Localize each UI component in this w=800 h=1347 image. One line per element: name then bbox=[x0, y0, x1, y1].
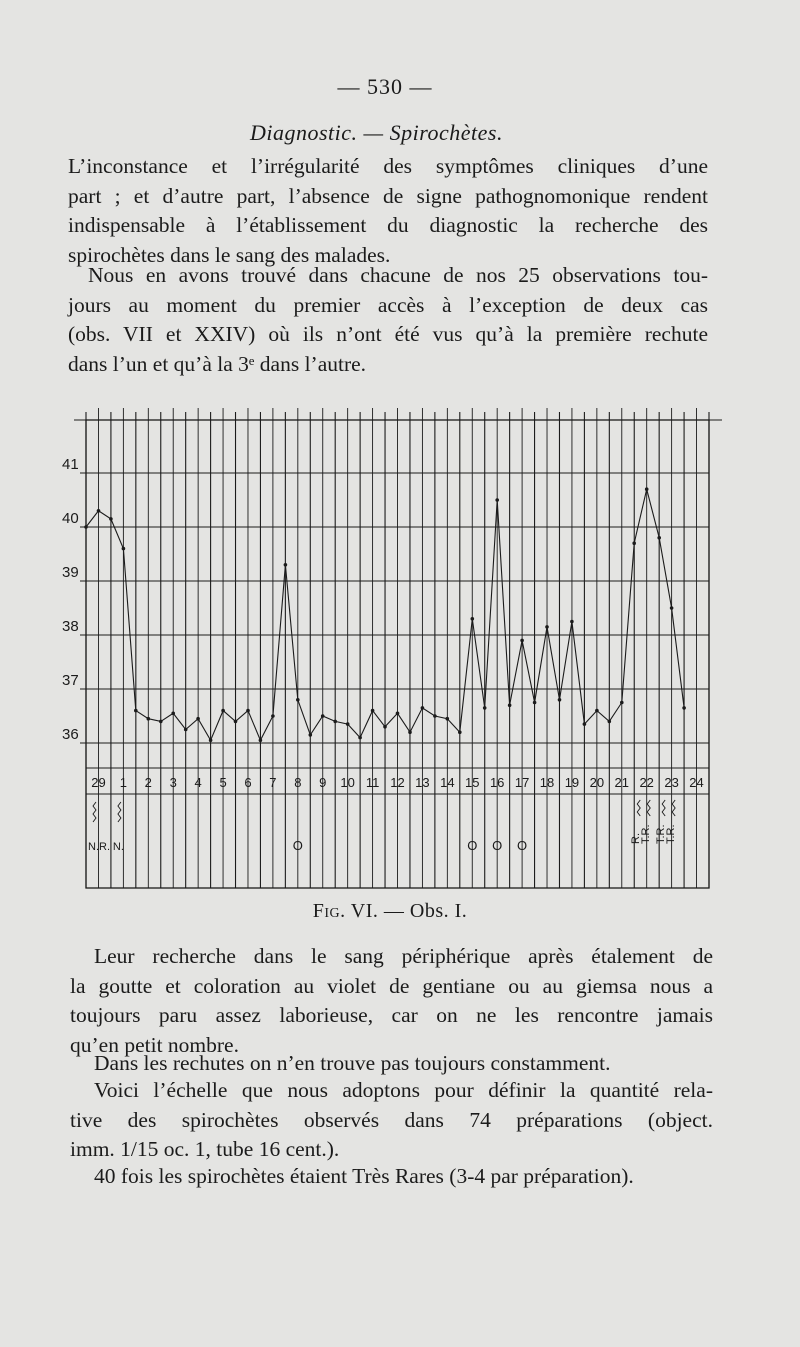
temperature-point bbox=[446, 717, 450, 721]
temperature-point bbox=[520, 639, 524, 643]
paragraph-count bbox=[70, 1162, 713, 1192]
temperature-chart bbox=[60, 398, 730, 893]
text-line: tive des spirochètes observés dans 74 préparations (object. bbox=[70, 1107, 713, 1132]
spirochete-squiggle bbox=[662, 800, 665, 816]
temperature-point bbox=[333, 720, 337, 724]
day-label: 2 bbox=[144, 775, 152, 790]
chart-grid bbox=[74, 408, 722, 888]
temperature-point bbox=[608, 720, 612, 724]
temperature-point bbox=[122, 547, 126, 551]
day-label: 19 bbox=[564, 775, 580, 790]
temperature-point bbox=[234, 720, 238, 724]
temperature-point bbox=[321, 714, 325, 718]
spirochete-none-marker: O bbox=[517, 838, 528, 853]
text-line: dans l’un et qu’à la 3ᵉ dans l’autre. bbox=[68, 351, 367, 376]
day-label: 18 bbox=[539, 775, 555, 790]
temperature-point bbox=[533, 701, 537, 705]
temperature-point bbox=[545, 625, 549, 629]
day-label: 8 bbox=[294, 775, 302, 790]
day-label: 16 bbox=[489, 775, 505, 790]
temperature-point bbox=[471, 617, 475, 621]
day-label: 9 bbox=[319, 775, 327, 790]
temperature-point bbox=[620, 701, 624, 705]
section-title: Diagnostic. — Spirochètes. bbox=[250, 120, 503, 145]
day-label: 29 bbox=[91, 775, 106, 790]
temperature-point bbox=[346, 722, 350, 726]
spirochete-label: N.R. bbox=[88, 841, 110, 853]
y-tick-label: 40 bbox=[62, 510, 79, 527]
day-label: 10 bbox=[340, 775, 355, 790]
spirochete-squiggle bbox=[93, 802, 96, 822]
temperature-point bbox=[221, 709, 225, 713]
temperature-point bbox=[134, 709, 138, 713]
day-label: 1 bbox=[119, 775, 127, 790]
temperature-point bbox=[508, 703, 512, 707]
temperature-point bbox=[458, 730, 462, 734]
text-line: L’inconstance et l’irrégularité des symptômes cliniques d’une bbox=[68, 154, 708, 178]
day-label: 22 bbox=[639, 775, 654, 790]
paragraph-relapses bbox=[70, 1049, 713, 1079]
spirochete-squiggle bbox=[672, 800, 675, 816]
temperature-point bbox=[396, 712, 400, 716]
spirochete-none-marker: O bbox=[492, 838, 503, 853]
temperature-point bbox=[657, 536, 661, 540]
day-label: 15 bbox=[465, 775, 480, 790]
day-label: 14 bbox=[440, 775, 455, 790]
spirochete-markers bbox=[88, 800, 677, 853]
temperature-point bbox=[97, 509, 101, 513]
temperature-point bbox=[209, 739, 213, 743]
temperature-point bbox=[421, 706, 425, 710]
temperature-point bbox=[632, 541, 636, 545]
spirochete-squiggle bbox=[118, 802, 121, 822]
temperature-point bbox=[259, 739, 263, 743]
temperature-point bbox=[408, 730, 412, 734]
temperature-point bbox=[371, 709, 375, 713]
temperature-point bbox=[645, 487, 649, 491]
text-line: (obs. VII et XXIV) où ils n’ont été vus qu’à la première rechute bbox=[68, 322, 708, 346]
day-label: 17 bbox=[514, 775, 530, 790]
text-line: imm. 1/15 oc. 1, tube 16 cent.). bbox=[70, 1137, 340, 1161]
page-number: — 530 — bbox=[337, 74, 433, 99]
day-labels bbox=[91, 775, 704, 790]
temperature-point bbox=[171, 712, 175, 716]
y-tick-label: 36 bbox=[62, 726, 79, 743]
y-tick-label: 41 bbox=[62, 456, 79, 473]
temperature-point bbox=[558, 698, 562, 702]
spirochete-label: R. bbox=[630, 833, 643, 844]
day-label: 13 bbox=[415, 775, 430, 790]
y-tick-label: 37 bbox=[62, 672, 79, 689]
temperature-point bbox=[159, 720, 163, 724]
paragraph-observations bbox=[68, 261, 708, 379]
temperature-point bbox=[483, 706, 487, 710]
paragraph-scale bbox=[70, 1076, 713, 1165]
temperature-point bbox=[682, 706, 686, 710]
temperature-point bbox=[383, 725, 387, 729]
temperature-point bbox=[358, 736, 362, 740]
day-label: 6 bbox=[244, 775, 252, 790]
day-label: 24 bbox=[689, 775, 704, 790]
temperature-point bbox=[670, 606, 674, 610]
temperature-point bbox=[196, 717, 200, 721]
temperature-point bbox=[246, 709, 250, 713]
temperature-point bbox=[184, 728, 188, 732]
figure-caption bbox=[0, 900, 780, 923]
y-axis-labels bbox=[62, 456, 79, 743]
text-line: part ; et d’autre part, l’absence de signe pathognomonique rendent bbox=[68, 183, 708, 208]
paragraph-research bbox=[70, 942, 713, 1060]
text-line: la goutte et coloration au violet de gentiane ou au giemsa nous a bbox=[70, 973, 713, 998]
day-label: 7 bbox=[269, 775, 277, 790]
text-line: Voici l’échelle que nous adoptons pour définir la quantité rela- bbox=[94, 1078, 713, 1102]
figure-caption-rest: — Obs. I. bbox=[378, 900, 468, 922]
spirochete-label: T.R. bbox=[665, 824, 678, 844]
day-label: 11 bbox=[365, 775, 380, 790]
temperature-point bbox=[147, 717, 151, 721]
y-tick-label: 39 bbox=[62, 564, 79, 581]
temperature-point bbox=[271, 714, 275, 718]
temperature-point bbox=[296, 698, 300, 702]
text-line: jours au moment du premier accès à l’exception de deux cas bbox=[68, 292, 708, 317]
temperature-point bbox=[309, 733, 313, 737]
y-tick-label: 38 bbox=[62, 618, 79, 635]
temperature-point bbox=[433, 714, 437, 718]
spirochete-none-marker: O bbox=[467, 838, 478, 853]
text-line: 40 fois les spirochètes étaient Très Rares (3-4 par préparation). bbox=[94, 1164, 634, 1188]
temperature-point bbox=[583, 722, 587, 726]
spirochete-label: T.R. bbox=[655, 824, 668, 844]
day-label: 3 bbox=[169, 775, 177, 790]
text-line: qu’en petit nombre. bbox=[70, 1032, 239, 1057]
temperature-point bbox=[595, 709, 599, 713]
temperature-point bbox=[495, 498, 499, 502]
figure-label: Fig. VI. bbox=[312, 900, 379, 922]
day-label: 23 bbox=[664, 775, 679, 790]
spirochete-squiggle bbox=[637, 800, 640, 816]
text-line: indispensable à l’établissement du diagnostic la recherche des bbox=[68, 213, 708, 237]
spirochete-none-marker: O bbox=[292, 838, 303, 853]
day-label: 21 bbox=[614, 775, 630, 790]
temperature-point bbox=[109, 517, 113, 521]
temperature-point bbox=[284, 563, 288, 567]
spirochete-label: N. bbox=[112, 841, 124, 853]
paragraph-intro bbox=[68, 152, 708, 270]
day-label: 12 bbox=[390, 775, 405, 790]
text-line: toujours paru assez laborieuse, car on ne les rencontre jamais bbox=[70, 1003, 713, 1027]
spirochete-squiggle bbox=[647, 800, 650, 816]
day-label: 5 bbox=[219, 775, 227, 790]
text-line: Leur recherche dans le sang périphérique après étalement de bbox=[94, 944, 713, 968]
temperature-point bbox=[84, 525, 88, 529]
spirochete-label: T.R. bbox=[640, 824, 653, 844]
text-line: Nous en avons trouvé dans chacune de nos 25 observations tou- bbox=[88, 263, 708, 287]
text-line: Dans les rechutes on n’en trouve pas toujours constamment. bbox=[94, 1051, 611, 1075]
text-line: spirochètes dans le sang des malades. bbox=[68, 242, 391, 267]
day-label: 20 bbox=[589, 775, 605, 790]
day-label: 4 bbox=[194, 775, 202, 790]
temperature-point bbox=[570, 620, 574, 624]
